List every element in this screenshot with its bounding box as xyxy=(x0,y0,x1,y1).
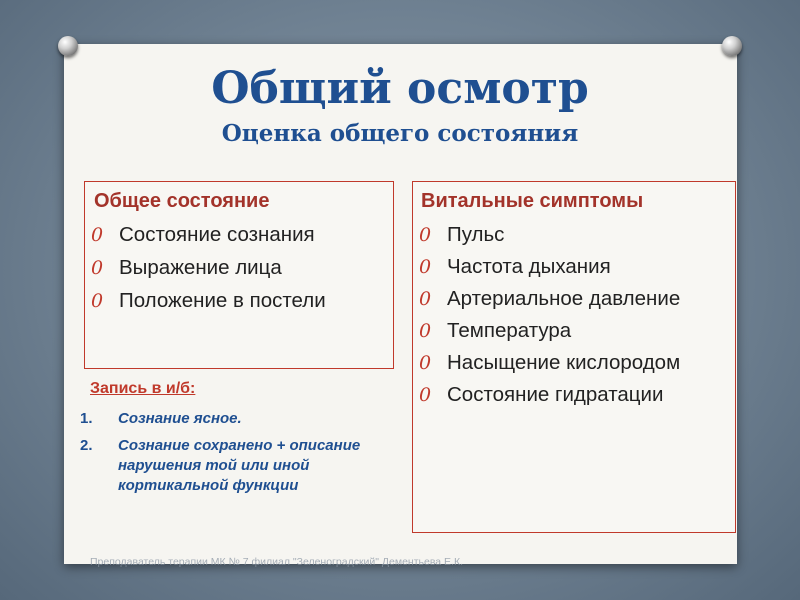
bullet-icon: 0 xyxy=(419,288,432,310)
general-state-box xyxy=(84,181,394,369)
item-number: 2. xyxy=(80,437,93,454)
bullet-icon: 0 xyxy=(419,352,432,374)
record-heading: Запись в и/б: xyxy=(90,380,196,397)
record-item: 1. Сознание ясное. xyxy=(80,410,242,427)
bullet-icon: 0 xyxy=(91,290,104,312)
pushpin-icon xyxy=(58,36,78,56)
list-item: 0 Состояние сознания xyxy=(91,223,315,246)
vital-signs-list xyxy=(417,222,727,414)
list-item: 0 Пульс xyxy=(419,223,505,246)
list-item: 0 Состояние гидратации xyxy=(419,383,664,406)
record-item: 2. Сознание сохранено + описание нарушения той или иной кортикальной функции xyxy=(80,437,361,494)
list-item: 0 Температура xyxy=(419,319,572,342)
bullet-icon: 0 xyxy=(419,320,432,342)
page-title: Общий осмотр xyxy=(211,63,589,114)
general-state-heading: Общее состояние xyxy=(94,190,270,212)
bullet-icon: 0 xyxy=(419,256,432,278)
list-item: 0 Положение в постели xyxy=(91,289,326,312)
list-item: 0 Частота дыхания xyxy=(419,255,611,278)
general-state-list xyxy=(89,222,326,321)
vital-signs-heading: Витальные симптомы xyxy=(421,190,644,212)
vital-signs-box xyxy=(412,181,736,533)
bullet-icon: 0 xyxy=(419,224,432,246)
bullet-icon: 0 xyxy=(91,257,104,279)
list-item: 0 Артериальное давление xyxy=(419,287,681,310)
footer-credit: Преподаватель терапии МК № 7 филиал "Зеленоградский" Дементьева Е.К. xyxy=(90,556,464,568)
list-item: 0 Насыщение кислородом xyxy=(419,351,681,374)
list-item: 0 Выражение лица xyxy=(91,256,282,279)
item-number: 1. xyxy=(80,410,93,427)
bullet-icon: 0 xyxy=(91,224,104,246)
pushpin-icon xyxy=(722,36,742,56)
bullet-icon: 0 xyxy=(419,384,432,406)
record-list xyxy=(80,409,370,503)
page-subtitle: Оценка общего состояния xyxy=(221,120,579,147)
